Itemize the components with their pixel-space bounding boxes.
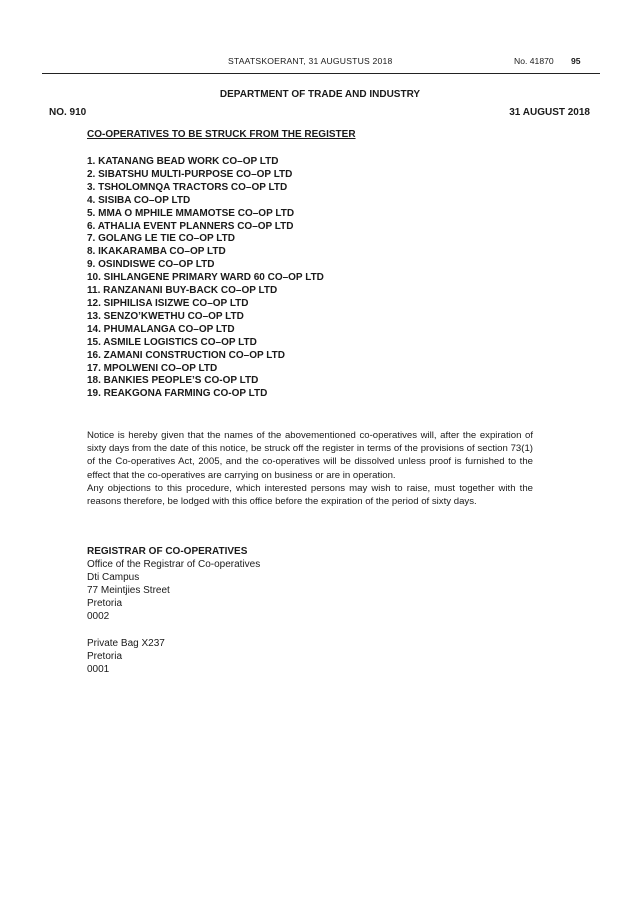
running-header — [0, 56, 640, 70]
postal-line: Pretoria — [87, 650, 123, 662]
issue-number: No. 41870 — [514, 56, 554, 66]
cooperatives-list — [87, 156, 324, 401]
address-line: Pretoria — [87, 598, 123, 610]
list-item: 7. GOLANG LE TIE CO–OP LTD — [87, 233, 235, 245]
postal-line: Private Bag X237 — [87, 637, 165, 649]
list-item: 2. SIBATSHU MULTI-PURPOSE CO–OP LTD — [87, 168, 293, 180]
list-item: 19. REAKGONA FARMING CO-OP LTD — [87, 388, 268, 400]
objections-paragraph: Any objections to this procedure, which interested persons may wish to raise, must together with the reasons therefore, be lodged with this office before the expiration of the period of sixty days. — [87, 482, 533, 508]
list-item: 3. TSHOLOMNQA TRACTORS CO–OP LTD — [87, 181, 288, 193]
header-rule — [42, 73, 600, 74]
notice-paragraph: Notice is hereby given that the names of the abovementioned co-operatives will, after the expiration of sixty days from the date of this notice, be struck off the register in terms of the provisions of section 73(1) of the Co-operatives Act, 2005, and the co-operatives will be dissolved unless proof is furnished to the effect that the co-operatives are carrying on business or are in operation. — [87, 430, 533, 481]
department-heading: DEPARTMENT OF TRADE AND INDUSTRY — [219, 89, 421, 100]
list-item: 1. KATANANG BEAD WORK CO–OP LTD — [87, 156, 279, 167]
registrar-title: REGISTRAR OF CO-OPERATIVES — [87, 546, 248, 557]
list-item: 13. SENZO’KWETHU CO–OP LTD — [87, 310, 244, 322]
gazette-title: STAATSKOERANT, 31 AUGUSTUS 2018 — [228, 56, 393, 66]
notice-subject: CO-OPERATIVES TO BE STRUCK FROM THE REGISTER — [87, 129, 356, 140]
address-spacer — [87, 624, 260, 637]
list-item: 6. ATHALIA EVENT PLANNERS CO–OP LTD — [87, 220, 294, 232]
address-line: Office of the Registrar of Co-operatives — [87, 559, 261, 571]
list-item: 15. ASMILE LOGISTICS CO–OP LTD — [87, 336, 257, 348]
page-number: 95 — [571, 56, 581, 66]
list-item: 12. SIPHILISA ISIZWE CO–OP LTD — [87, 297, 249, 309]
notice-number: NO. 910 — [49, 107, 87, 118]
registrar-address — [87, 545, 260, 676]
list-item: 9. OSINDISWE CO–OP LTD — [87, 259, 215, 271]
list-item: 11. RANZANANI BUY-BACK CO–OP LTD — [87, 285, 278, 297]
address-line: Dti Campus — [87, 572, 140, 584]
notice-body — [87, 429, 533, 508]
list-item: 17. MPOLWENI CO–OP LTD — [87, 362, 218, 374]
list-item: 5. MMA O MPHILE MMAMOTSE CO–OP LTD — [87, 207, 295, 219]
postal-line: 0001 — [87, 663, 110, 675]
list-item: 18. BANKIES PEOPLE’S CO-OP LTD — [87, 375, 259, 387]
notice-date: 31 AUGUST 2018 — [509, 107, 590, 118]
address-line: 77 Meintjies Street — [87, 585, 170, 597]
list-item: 10. SIHLANGENE PRIMARY WARD 60 CO–OP LTD — [87, 272, 324, 284]
list-item: 16. ZAMANI CONSTRUCTION CO–OP LTD — [87, 349, 285, 361]
list-item: 14. PHUMALANGA CO–OP LTD — [87, 323, 235, 335]
list-item: 4. SISIBA CO–OP LTD — [87, 194, 191, 206]
list-item: 8. IKAKARAMBA CO–OP LTD — [87, 246, 226, 258]
address-line: 0002 — [87, 611, 110, 623]
